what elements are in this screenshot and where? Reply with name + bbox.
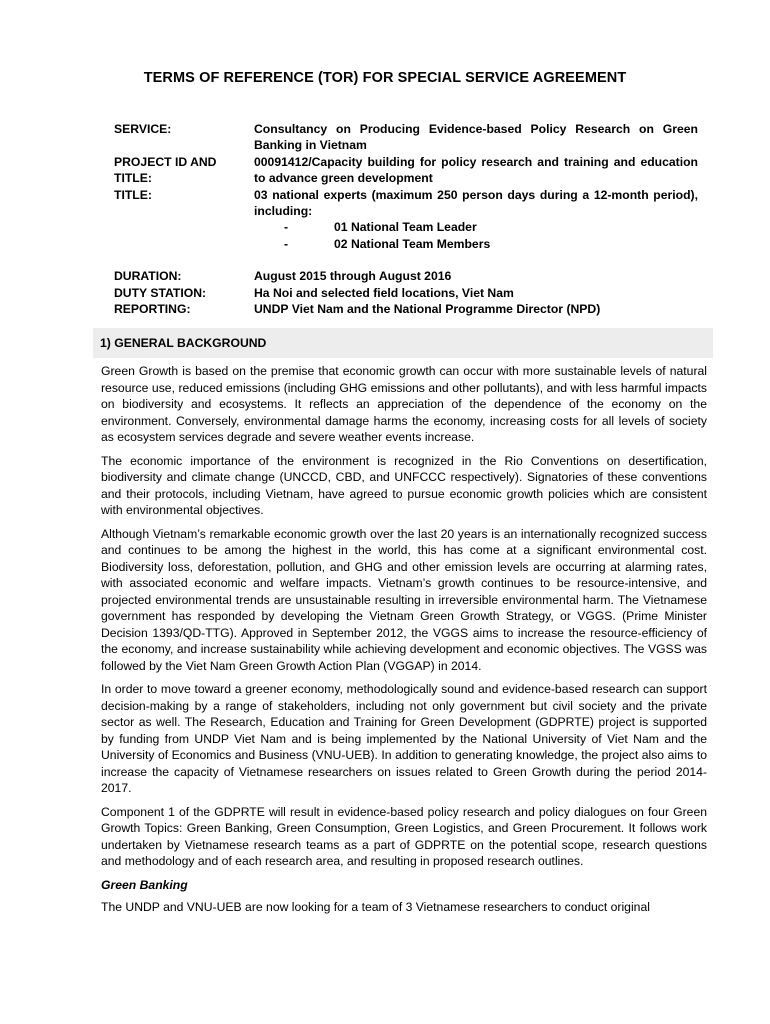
body-paragraph: The economic importance of the environment is recognized in the Rio Conventions on desertification, biodiversity and climate change (UNCCD, CBD, and UNFCCC respectively). Signatories of these conventions and their protocols, including Vietnam, have agreed to pursue economic growth policies which are consistent with environmental objectives. (101, 453, 707, 517)
body-paragraph: Component 1 of the GDPRTE will result in evidence-based policy research and policy dialogues on four Green Growth Topics: Green Banking, Green Consumption, Green Logistics, and Green Procurement. It follows work undertaken by Vietnamese research teams as a part of GDPRTE on the potential scope, research questions and methodology and of each research area, and resulting in proposed research outlines. (101, 804, 707, 868)
title-label: TITLE: (114, 187, 152, 202)
service-row (114, 121, 698, 154)
bullet-item (254, 236, 698, 252)
project-label-line2: TITLE: (114, 171, 152, 186)
duty-station-value: Ha Noi and selected field locations, Viet Nam (254, 285, 514, 300)
document-title: TERMS OF REFERENCE (TOR) FOR SPECIAL SERVICE AGREEMENT (143, 70, 627, 86)
document-body (101, 363, 707, 923)
service-value: Consultancy on Producing Evidence-based Policy Research on Green Banking in Vietnam (254, 122, 698, 153)
bullet-text: 01 National Team Leader (334, 220, 477, 235)
bullet-text: 02 National Team Members (334, 236, 491, 251)
bullet-dash: - (284, 236, 289, 251)
body-paragraph: In order to move toward a greener economy, methodologically sound and evidence-based research can support decision-making by a range of stakeholders, including not only government but civil society and the private sector as well. The Research, Education and Training for Green Development (GDPRTE) project is supported by funding from UNDP Viet Nam and is being implemented by the National University of Viet Nam and the University of Economics and Business (VNU-UEB). In addition to generating knowledge, the project also aims to increase the capacity of Vietnamese researchers on issues related to Green Growth during the period 2014-2017. (101, 682, 707, 795)
service-label: SERVICE: (114, 122, 172, 136)
reporting-value: UNDP Viet Nam and the National Programme Director (NPD) (254, 302, 601, 317)
project-row (114, 154, 698, 187)
project-label-line1: PROJECT ID AND (114, 154, 217, 169)
bullet-dash: - (284, 220, 289, 235)
duration-label: DURATION: (114, 269, 182, 284)
tor-metadata (114, 121, 698, 317)
reporting-row (114, 301, 698, 317)
duration-value: August 2015 through August 2016 (254, 269, 452, 284)
title-row (114, 187, 698, 253)
duty-station-label: DUTY STATION: (114, 285, 207, 300)
section-heading-general-background: 1) GENERAL BACKGROUND (93, 328, 713, 358)
body-paragraph: Green Growth is based on the premise that economic growth can occur with more sustainable levels of natural resource use, reduced emissions (including GHG emissions and other pollutants), and with less harmful impacts on biodiversity and ecosystems. It reflects an appreciation of the dependence of the economy on the environment. Conversely, environmental damage harms the economy, increasing costs for all levels of society as ecosystem services degrade and severe weather events increase. (101, 364, 707, 444)
body-paragraph-partial: The UNDP and VNU-UEB are now looking for a team of 3 Vietnamese researchers to conduct original (101, 900, 650, 914)
project-value: 00091412/Capacity building for policy research and training and education to advance green development (254, 154, 698, 186)
duty-station-row (114, 285, 698, 301)
bullet-item (254, 219, 698, 235)
subheading-green-banking: Green Banking (101, 877, 188, 892)
title-value: 03 national experts (maximum 250 person days during a 12-month period), including: (254, 187, 698, 219)
reporting-label: REPORTING: (114, 302, 191, 317)
body-paragraph: Although Vietnam’s remarkable economic growth over the last 20 years is an internationally recognized success and continues to be among the highest in the world, this has come at a significant environmental cost. Biodiversity loss, deforestation, pollution, and GHG and other emission levels are occurring at alarming rates, with associated economic and welfare impacts. Vietnam’s growth continues to be resource-intensive, and projected environmental trends are unsustainable resulting in irreversible environmental harm. The Vietnamese government has responded by developing the Vietnam Green Growth Strategy, or VGGS. (Prime Minister Decision 1393/QD-TTG). Approved in September 2012, the VGGS aims to increase the resource-efficiency of the economy, and increase sustainability while achieving development and economic objectives. The VGSS was followed by the Viet Nam Green Growth Action Plan (VGGAP) in 2014. (101, 526, 707, 673)
duration-row (114, 268, 698, 284)
title-value-block (254, 187, 698, 253)
project-label (114, 154, 254, 187)
